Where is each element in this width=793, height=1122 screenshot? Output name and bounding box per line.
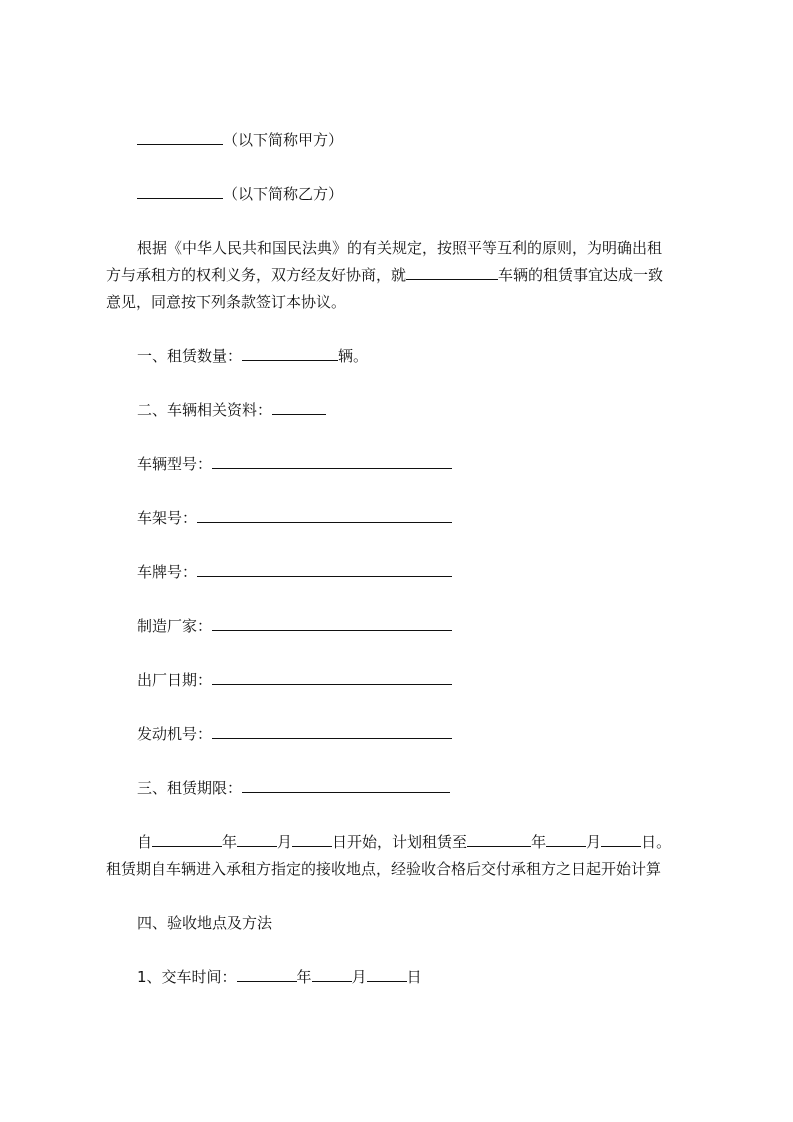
- end-year-blank[interactable]: [467, 832, 531, 847]
- item-1-label: 1、交车时间：: [137, 968, 237, 986]
- party-a-line: [137, 130, 343, 150]
- frame-line: [137, 508, 452, 528]
- quantity-blank[interactable]: [242, 346, 338, 361]
- end-day-label: 日。: [641, 833, 672, 851]
- section-3: [137, 778, 450, 798]
- plate-label: 车牌号：: [137, 563, 198, 581]
- period-line-1: [137, 832, 671, 852]
- period-text-2: 租赁期自车辆进入承租方指定的接收地点，经验收合格后交付承租方之日起开始计算: [106, 860, 662, 878]
- delivery-day-label: 日: [406, 968, 422, 986]
- section-1: [137, 346, 368, 366]
- section-4-label: 四、验收地点及方法: [137, 914, 273, 932]
- maker-label: 制造厂家：: [137, 617, 213, 635]
- intro-line-3: [106, 292, 346, 312]
- intro-line-1: [137, 238, 662, 258]
- party-a-blank[interactable]: [137, 130, 223, 145]
- plate-line: [137, 562, 452, 582]
- delivery-year-blank[interactable]: [237, 967, 297, 982]
- start-month-label: 月: [277, 833, 293, 851]
- date-label: 出厂日期：: [137, 671, 213, 689]
- vehicle-info-blank[interactable]: [272, 400, 326, 415]
- period-start-text: 日开始，计划租赁至: [332, 833, 468, 851]
- period-blank[interactable]: [242, 778, 450, 793]
- start-year-blank[interactable]: [152, 832, 222, 847]
- end-year-label: 年: [531, 833, 547, 851]
- delivery-day-blank[interactable]: [367, 967, 407, 982]
- end-month-label: 月: [586, 833, 602, 851]
- intro-text-3: 意见，同意按下列条款签订本协议。: [106, 293, 347, 311]
- section-2: [137, 400, 326, 420]
- end-month-blank[interactable]: [546, 832, 586, 847]
- section-3-label: 三、租赁期限：: [137, 779, 243, 797]
- engine-label: 发动机号：: [137, 725, 213, 743]
- period-from: 自: [137, 833, 153, 851]
- section-2-label: 二、车辆相关资料：: [137, 401, 273, 419]
- party-b-blank[interactable]: [137, 184, 223, 199]
- maker-blank[interactable]: [212, 616, 452, 631]
- delivery-year-label: 年: [296, 968, 312, 986]
- intro-text-2b: 车辆的租赁事宜达成一致: [498, 266, 664, 284]
- plate-blank[interactable]: [197, 562, 452, 577]
- period-line-2: [106, 859, 661, 879]
- section-1-label: 一、租赁数量：: [137, 347, 243, 365]
- party-b-label: （以下简称乙方）: [223, 185, 344, 203]
- model-line: [137, 454, 452, 474]
- delivery-month-label: 月: [351, 968, 367, 986]
- engine-line: [137, 724, 452, 744]
- maker-line: [137, 616, 452, 636]
- date-line: [137, 670, 452, 690]
- intro-text-1: 根据《中华人民共和国民法典》的有关规定，按照平等互利的原则，为明确出租: [137, 239, 663, 257]
- intro-text-2a: 方与承租方的权利义务，双方经友好协商，就: [106, 266, 407, 284]
- start-year-label: 年: [222, 833, 238, 851]
- model-blank[interactable]: [212, 454, 452, 469]
- delivery-month-blank[interactable]: [312, 967, 352, 982]
- section-4: [137, 913, 272, 933]
- end-day-blank[interactable]: [601, 832, 641, 847]
- model-label: 车辆型号：: [137, 455, 213, 473]
- engine-blank[interactable]: [212, 724, 452, 739]
- date-blank[interactable]: [212, 670, 452, 685]
- frame-blank[interactable]: [197, 508, 452, 523]
- intro-line-2: [106, 265, 663, 285]
- start-month-blank[interactable]: [237, 832, 277, 847]
- start-day-blank[interactable]: [292, 832, 332, 847]
- frame-label: 车架号：: [137, 509, 198, 527]
- party-b-line: [137, 184, 343, 204]
- vehicle-blank[interactable]: [406, 265, 498, 280]
- section-1-unit: 辆。: [338, 347, 369, 365]
- party-a-label: （以下简称甲方）: [223, 131, 344, 149]
- item-1: [137, 967, 422, 987]
